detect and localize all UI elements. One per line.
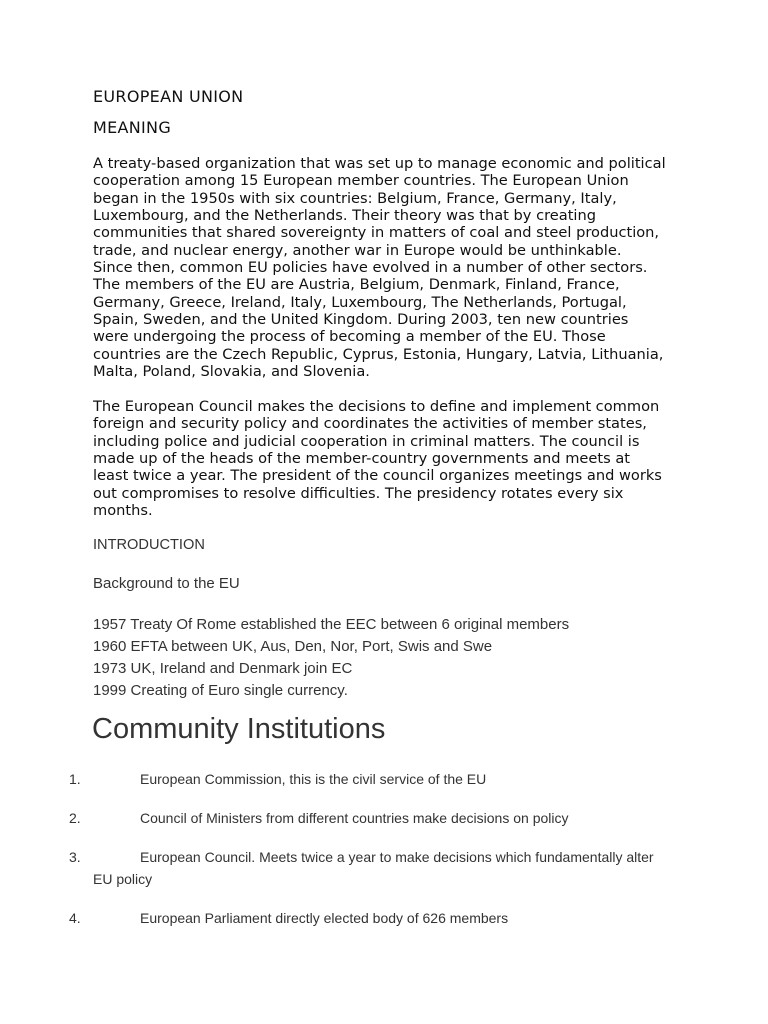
paragraph-line: made up of the heads of the member-country governments and meets at bbox=[93, 450, 630, 468]
list-item-number: 4. bbox=[69, 910, 81, 926]
list-item-text: Council of Ministers from different countries make decisions on policy bbox=[140, 810, 569, 826]
paragraph-line: A treaty-based organization that was set up to manage economic and political bbox=[93, 155, 666, 172]
paragraph-line: Germany, Greece, Ireland, Italy, Luxembourg, The Netherlands, Portugal, bbox=[93, 293, 627, 311]
timeline-item: 1999 Creating of Euro single currency. bbox=[93, 682, 348, 699]
paragraph-line: Since then, common EU policies have evolved in a number of other sectors. bbox=[93, 259, 648, 277]
paragraph-line: out compromises to resolve difficulties. The presidency rotates every six bbox=[93, 484, 624, 502]
list-item-text: European Parliament directly elected body of 626 members bbox=[140, 910, 509, 926]
list-item-number: 3. bbox=[69, 849, 81, 865]
paragraph-line: Luxembourg, and the Netherlands. Their theory was that by creating bbox=[93, 207, 596, 225]
paragraph-line: cooperation among 15 European member countries. The European Union bbox=[93, 172, 629, 190]
list-item-text: European Council. Meets twice a year to make decisions which fundamentally alter bbox=[140, 849, 654, 865]
paragraph-line: trade, and nuclear energy, another war in Europe would be unthinkable. bbox=[93, 241, 622, 259]
paragraph-line: months. bbox=[93, 502, 153, 520]
paragraph-line: Malta, Poland, Slovakia, and Slovenia. bbox=[93, 363, 370, 381]
timeline-item: 1960 EFTA between UK, Aus, Den, Nor, Port, Swis and Swe bbox=[93, 638, 493, 655]
paragraph-line: were undergoing the process of becoming a member of the EU. Those bbox=[93, 328, 606, 346]
paragraph-line: began in the 1950s with six countries: Belgium, France, Germany, Italy, bbox=[93, 189, 617, 207]
meaning-paragraph bbox=[93, 155, 685, 380]
timeline-item: 1957 Treaty Of Rome established the EEC between 6 original members bbox=[93, 616, 570, 633]
section-heading-meaning: MEANING bbox=[93, 118, 172, 137]
list-item-continuation: EU policy bbox=[93, 871, 153, 887]
paragraph-line: least twice a year. The president of the council organizes meetings and works bbox=[93, 467, 662, 485]
timeline-list bbox=[93, 614, 569, 702]
paragraph-line: The members of the EU are Austria, Belgium, Denmark, Finland, France, bbox=[93, 276, 620, 294]
list-item-text: European Commission, this is the civil service of the EU bbox=[140, 771, 487, 787]
paragraph-line: including police and judicial cooperation in criminal matters. The council is bbox=[93, 432, 640, 450]
introduction-heading: INTRODUCTION bbox=[93, 537, 205, 553]
paragraph-line: communities that shared sovereignty in matters of coal and steel production, bbox=[93, 224, 660, 242]
document-title: EUROPEAN UNION bbox=[93, 87, 244, 106]
institutions-heading: Community Institutions bbox=[92, 713, 386, 745]
council-paragraph bbox=[93, 398, 685, 519]
paragraph-line: countries are the Czech Republic, Cyprus, Estonia, Hungary, Latvia, Lithuania, bbox=[93, 345, 664, 363]
background-heading: Background to the EU bbox=[93, 575, 240, 592]
paragraph-line: The European Council makes the decisions to define and implement common bbox=[93, 398, 660, 415]
paragraph-line: Spain, Sweden, and the United Kingdom. During 2003, ten new countries bbox=[93, 311, 629, 329]
timeline-item: 1973 UK, Ireland and Denmark join EC bbox=[93, 660, 353, 677]
paragraph-line: foreign and security policy and coordinates the activities of member states, bbox=[93, 415, 647, 433]
list-item-number: 1. bbox=[69, 771, 81, 787]
list-item-number: 2. bbox=[69, 810, 81, 826]
